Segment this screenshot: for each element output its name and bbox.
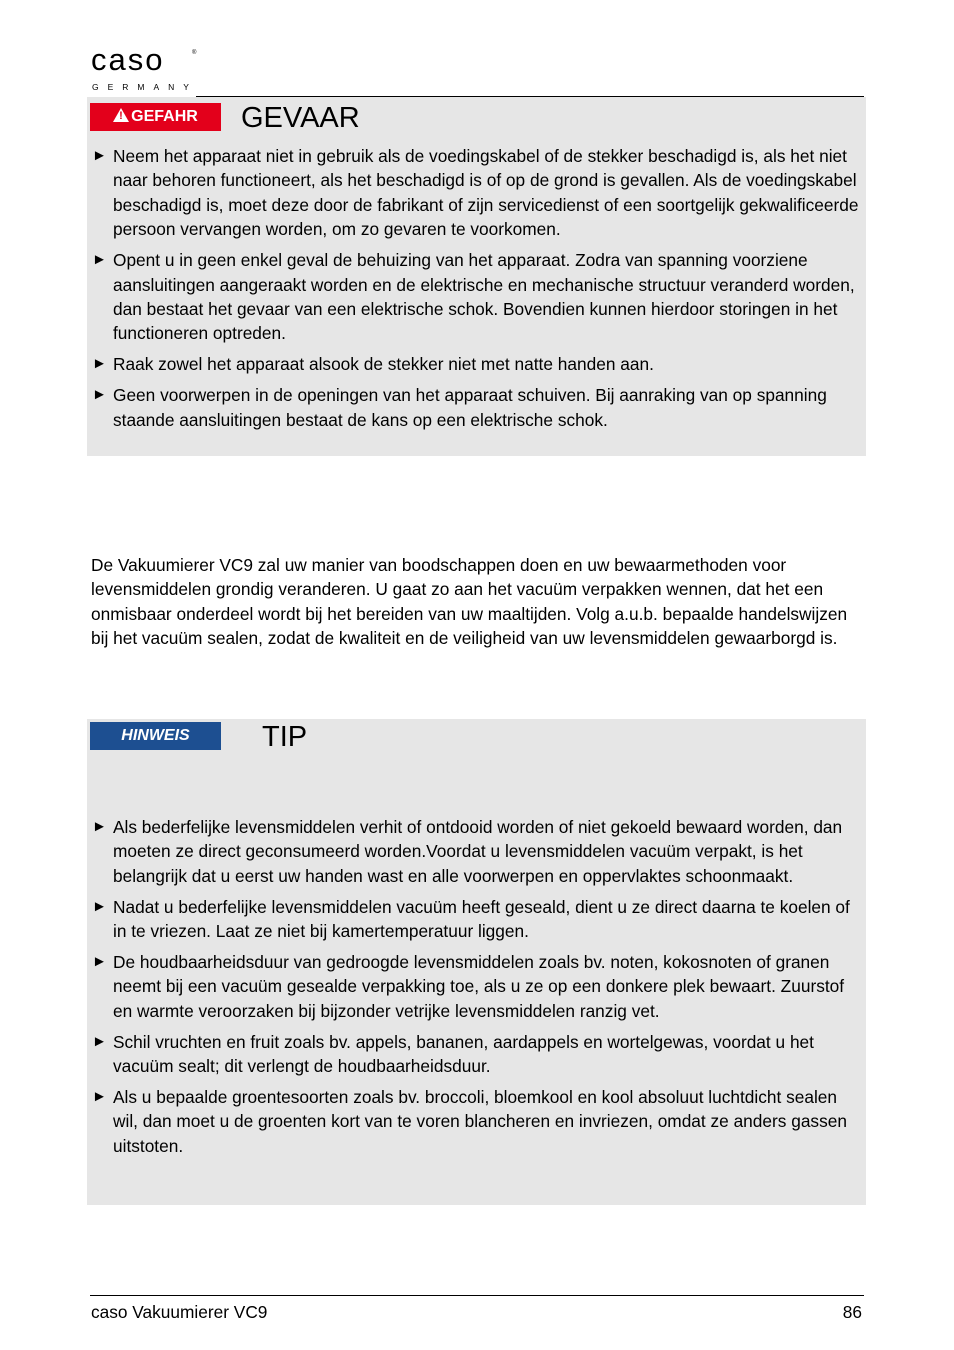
warning-triangle-icon	[113, 108, 129, 122]
bullet-arrow-icon: ►	[92, 355, 107, 373]
tip-title: TIP	[262, 721, 308, 753]
list-item	[92, 1085, 862, 1158]
danger-title: GEVAAR	[241, 102, 360, 134]
danger-box	[87, 97, 866, 456]
bullet-arrow-icon: ►	[92, 953, 107, 971]
list-item	[92, 248, 862, 346]
intro-paragraph: De Vakuumierer VC9 zal uw manier van boodschappen doen en uw bewaarmethoden voor levensmiddelen grondig veranderen. U gaat zo aan het vacuüm verpakken wennen, dat het een onmisbaar onderdeel wordt bij het bereiden van uw maaltijden. Volg a.u.b. bepaalde handelswijzen bij het vacuüm sealen, zodat de kwaliteit en de veiligheid van uw levensmiddelen gewaarborgd is.	[91, 555, 848, 649]
list-item	[92, 383, 862, 432]
tip-box	[87, 719, 866, 1205]
list-item-text: Als u bepaalde groentesoorten zoals bv. broccoli, bloemkool en kool absoluut luchtdicht sealen wil, dan moet u de groenten kort van te voren blancheren en invriezen, omdat ze anders gassen uitstoten.	[113, 1087, 847, 1156]
list-item-text: De houdbaarheidsduur van gedroogde levensmiddelen zoals bv. noten, kokosnoten of granen neemt bij een vacuüm gesealde verpakking toe, als u ze op een donkere plek bewaart. Zuurstof en warmte veroorzaken bij bijzonder vetrijke levensmiddelen ranzig vet.	[113, 952, 845, 1021]
danger-list	[92, 144, 862, 438]
list-item-text: Schil vruchten en fruit zoals bv. appels, bananen, aardappels en wortelgewas, voordat u het vacuüm sealt; dit verlengt de houdbaarheidsduur.	[113, 1031, 814, 1077]
bullet-arrow-icon: ►	[92, 1032, 107, 1050]
list-item-text: Opent u in geen enkel geval de behuizing van het apparaat. Zodra van spanning voorziene aansluitingen aangeraakt worden en de elektrische en mechanische structuur veranderd worden, dan bestaat het gevaar van een elektrische schok. Bovendien kunnen hierdoor storingen in het functioneren optreden.	[113, 250, 855, 344]
tip-list	[92, 815, 862, 1165]
gefahr-badge	[90, 103, 221, 131]
list-item	[92, 352, 862, 376]
list-item-text: Raak zowel het apparaat alsook de stekker niet met natte handen aan.	[113, 354, 654, 375]
gefahr-badge-label: GEFAHR	[131, 108, 198, 125]
list-item	[92, 950, 862, 1023]
list-item	[92, 815, 862, 888]
bullet-arrow-icon: ►	[92, 147, 107, 164]
list-item	[92, 1030, 862, 1079]
list-item-text: Geen voorwerpen in de openingen van het apparaat schuiven. Bij aanraking van op spanning staande aansluitingen bestaat de kans op een elektrische schok.	[113, 385, 827, 430]
list-item	[92, 895, 862, 944]
hinweis-badge: HINWEIS	[90, 722, 221, 750]
bullet-arrow-icon: ►	[92, 251, 107, 269]
list-item-text: Nadat u bederfelijke levensmiddelen vacuüm heeft geseald, dient u ze direct daarna te koelen of in te vriezen. Laat ze niet bij kamertemperatuur liggen.	[113, 896, 850, 942]
page-number: 86	[842, 1302, 862, 1322]
logo-subtitle: GERMANY	[92, 82, 198, 92]
bullet-arrow-icon: ►	[92, 1088, 107, 1106]
footer-rule	[90, 1295, 864, 1296]
logo-registered-mark: ®	[192, 50, 197, 56]
logo-wordmark: caso	[91, 42, 165, 77]
caso-logo	[88, 44, 204, 100]
list-item	[92, 144, 862, 242]
bullet-arrow-icon: ►	[92, 386, 107, 404]
list-item-text: Als bederfelijke levensmiddelen verhit of ontdooid worden of niet gekoeld bewaard worden, dan moeten ze direct geconsumeerd worden.Voordat u levensmiddelen vacuüm verpakt, is het belangrijk dat u eerst uw handen wast en alle voorwerpen en oppervlaktes schoonmaakt.	[113, 817, 843, 886]
bullet-arrow-icon: ►	[92, 818, 107, 835]
list-item-text: Neem het apparaat niet in gebruik als de voedingskabel of de stekker beschadigd is, als het niet naar behoren functioneert, als het beschadigd is of op de grond is gevallen. Als de voedingskabel beschadigd is, moet deze door de fabrikant of zijn servicedienst of een soortgelijk gekwalificeerde persoon vervangen worden, om zo gevaren te voorkomen.	[113, 146, 859, 240]
warning-mark: !	[119, 110, 123, 122]
footer-title: caso Vakuumierer VC9	[91, 1302, 268, 1322]
bullet-arrow-icon: ►	[92, 897, 107, 915]
